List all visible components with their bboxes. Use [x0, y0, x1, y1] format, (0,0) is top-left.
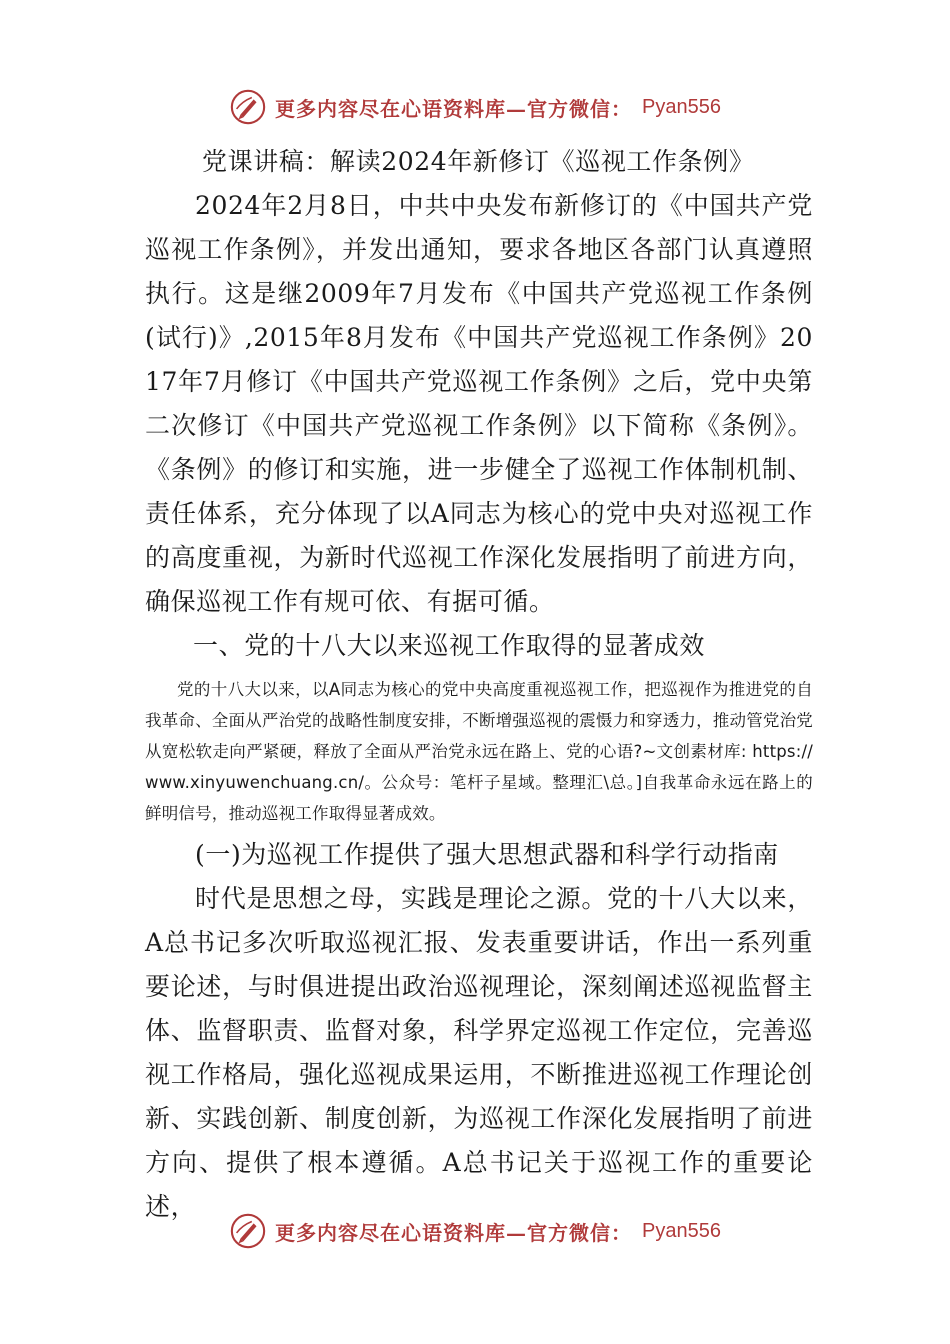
intro-paragraph: 2024年2月8日，中共中央发布新修订的《中国共产党巡视工作条例》，并发出通知，要求各地区各部门认真遵照执行。这是继2009年7月发布《中国共产党巡视工作条例(试行)》,2015年8月发布《中国共产党巡视工作条例》2017年7月修订《中国共产党巡视工作条例》之后，党中央第二次修订《中国共产党巡视工作条例》以下简称《条例》。《条例》的修订和实施，进一步健全了巡视工作体制机制、责任体系，充分体现了以A同志为核心的党中央对巡视工作的高度重视，为新时代巡视工作深化发展指明了前进方向，确保巡视工作有规可依、有据可循。: [145, 191, 813, 616]
banner-wechat-id: Pyan556: [642, 95, 721, 118]
document-title: 党课讲稿：解读2024年新修订《巡视工作条例》: [202, 147, 755, 176]
footer-banner: [0, 1208, 950, 1254]
pen-nib-logo-icon: [229, 88, 267, 126]
header-banner: [0, 84, 950, 130]
section-1-paragraph: 党的十八大以来，以A同志为核心的党中央高度重视巡视工作，把巡视作为推进党的自我革命、全面从严治党的战略性制度安排，不断增强巡视的震慑力和穿透力，推动管党治党从宽松软走向严紧硬，释放了全面从严治党永远在路上、党的心语?~文创素材库: https://www.xinyuwenchuang.cn/。公众号：笔杆子星域。整理汇\总。]自我革命永远在路上的鲜明信号，推动巡视工作取得显著成效。: [145, 680, 813, 823]
pen-nib-logo-icon: [229, 1212, 267, 1250]
banner-wechat-id: Pyan556: [642, 1219, 721, 1242]
banner-text: 更多内容尽在心语资料库—官方微信：: [275, 96, 633, 121]
banner-text: 更多内容尽在心语资料库—官方微信：: [275, 1220, 633, 1245]
document-body: [145, 140, 813, 1229]
sub-1-paragraph: 时代是思想之母，实践是理论之源。党的十八大以来，A总书记多次听取巡视汇报、发表重要讲话，作出一系列重要论述，与时俱进提出政治巡视理论，深刻阐述巡视监督主体、监督职责、监督对象，科学界定巡视工作定位，完善巡视工作格局，强化巡视成果运用，不断推进巡视工作理论创新、实践创新、制度创新，为巡视工作深化发展指明了前进方向、提供了根本遵循。A总书记关于巡视工作的重要论述，: [145, 884, 813, 1221]
sub-heading-1: (一)为巡视工作提供了强大思想武器和科学行动指南: [195, 840, 779, 869]
section-heading-1: 一、党的十八大以来巡视工作取得的显著成效: [193, 631, 706, 660]
